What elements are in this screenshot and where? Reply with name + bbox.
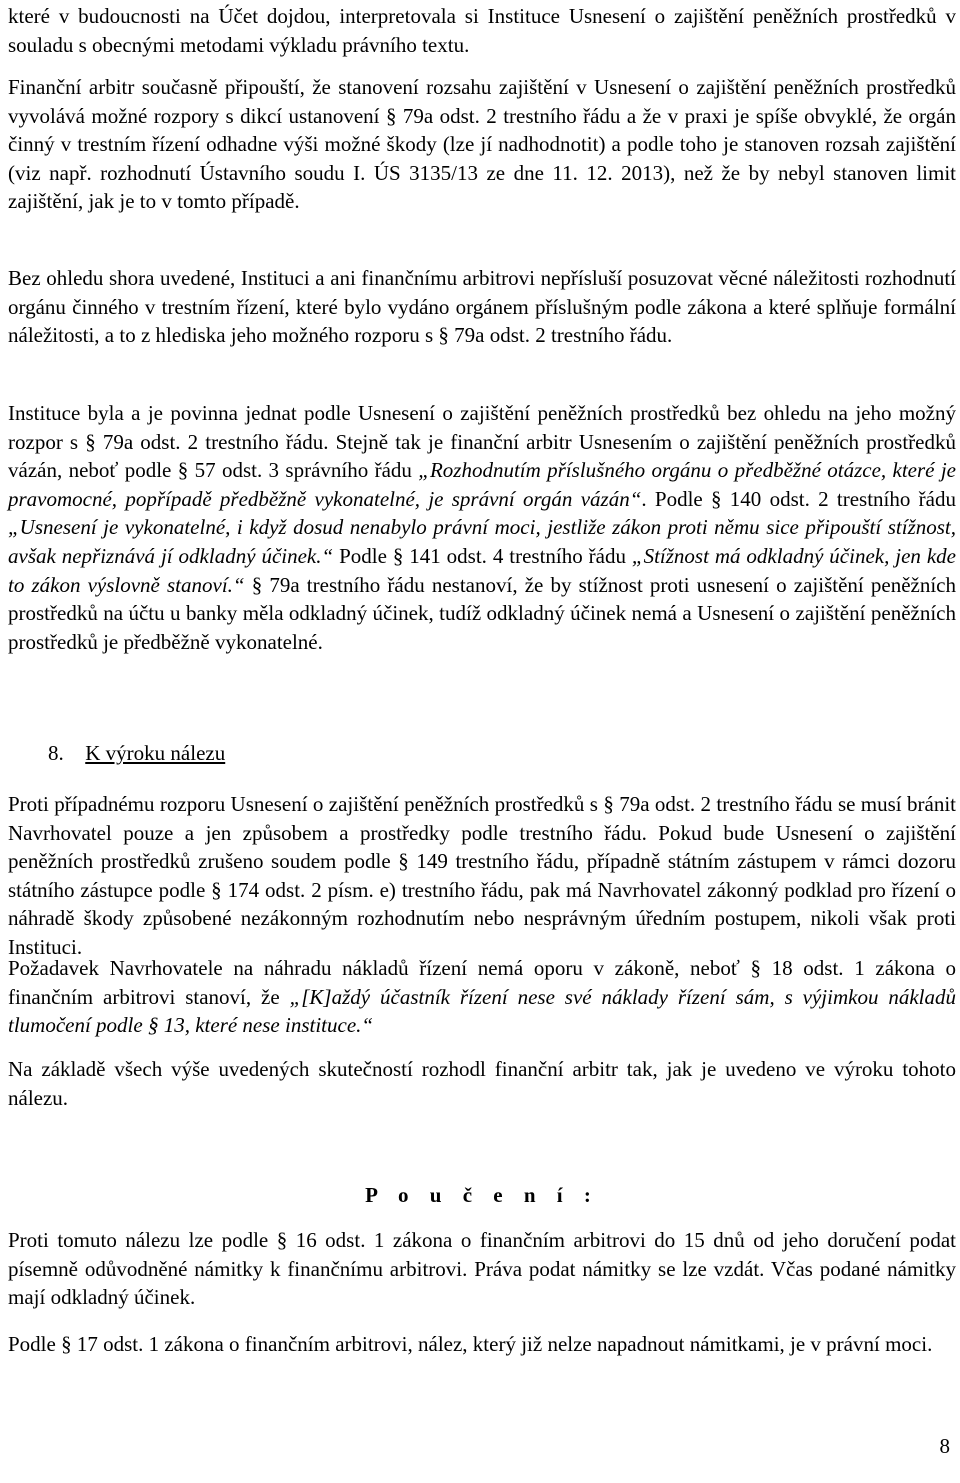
paragraph-institution-obligation [8,399,956,656]
p4-text-e: Podle § 141 odst. 4 trestního řádu [333,543,632,568]
p4-text-g: § 79a trestního řádu nestanoví, že by stížnost proti usnesení o zajištění peněžních prostředků na účtu u banky měla odkladný účinek, tudíž odkladný účinek nemá a Usnesení o zajištění peněžních prostředků je předběžně vykonatelné. [8,572,956,654]
section-number: 8. [48,741,64,765]
p4-text-a: Instituce byla a je povinna jednat podle Usnesení o zajištění peněžních prostředků bez ohledu na jeho možný rozpor s § 79a odst. 2 trestního řádu. Stejně tak je finanční arbitr Usnesením o zajištění peněžních prostředků vázán, neboť podle § 57 odst. 3 správního řádu [8,401,956,483]
p4-quote-140: „Usnesení je vykonatelné, i když dosud nenabylo právní moci, jestliže zákon proti němu sice připouští stížnost, avšak nepřiznává jí odkladný účinek.“ [8,515,956,568]
paragraph-regardless: Bez ohledu shora uvedené, Instituci a ani finančnímu arbitrovi nepřísluší posuzovat věcné náležitosti rozhodnutí orgánu činného v trestním řízení, které bylo vydáno orgánem příslušným podle zákona a které splňuje formální náležitosti, a to z hlediska jeho možného rozporu s § 79a odst. 2 trestního řádu. [8,266,956,348]
page-number: 8 [939,1434,950,1458]
section-heading-8 [48,739,225,767]
instruction-heading: P o u č e n í : [365,1183,599,1207]
section-title: K výroku nálezu [85,741,226,765]
paragraph-objections: Proti tomuto nálezu lze podle § 16 odst. 1 zákona o finančním arbitrovi do 15 dnů od jeho doručení podat písemně odůvodněné námitky k finančnímu arbitrovi. Práva podat námitky se lze vzdát. Včas podané námitky mají odkladný účinek. [8,1228,956,1310]
paragraph-finality: Podle § 17 odst. 1 zákona o finančním arbitrovi, nález, který již nelze napadnout námitkami, je v právní moci. [8,1332,933,1356]
p6-text-a: Požadavek Navrhovatele na náhradu nákladů řízení nemá oporu v zákoně, neboť § 18 odst. 1 zákona o finančním arbitrovi stanoví, že [8,956,956,1009]
paragraph-conclusion: Na základě všech výše uvedených skutečností rozhodl finanční arbitr tak, jak je uvedeno ve výroku tohoto nálezu. [8,1057,956,1110]
p4-quote-administrative-code: „Rozhodnutím příslušného orgánu o předběžné otázce, které je pravomocné, popřípadě předběžně vykonatelné, je správní orgán vázán“ [8,458,956,511]
paragraph-scope-of-seizure: Finanční arbitr současně připouští, že stanovení rozsahu zajištění v Usnesení o zajištění peněžních prostředků vyvolává možné rozpory s dikcí ustanovení § 79a odst. 2 trestního řádu a že v praxi je spíše obvyklé, že orgán činný v trestním řízení odhadne výši možné škody (lze jí nadhodnotit) a podle toho je stanoven rozsah zajištění (viz např. rozhodnutí Ústavního soudu I. ÚS 3135/13 ze dne 11. 12. 2013), než že by nebyl stanoven limit zajištění, jak je to v tomto případě. [8,75,956,214]
p4-quote-141: „Stížnost má odkladný účinek, jen kde to zákon výslovně stanoví.“ [8,543,956,597]
p6-quote-costs: „[K]aždý účastník řízení nese své náklady řízení sám, s výjimkou nákladů tlumočení podle § 13, které nese instituce.“ [8,984,956,1038]
paragraph-costs [8,954,956,1040]
paragraph-against-conflict: Proti případnému rozporu Usnesení o zajištění peněžních prostředků s § 79a odst. 2 trestního řádu se musí bránit Navrhovatel pouze a jen způsobem a prostředky podle trestního řádu. Pokud bude Usnesení o zajištění peněžních prostředků zrušeno soudem podle § 149 trestního řádu, případně státním zástupem v rámci dozoru státního zástupce podle § 174 odst. 2 písm. e) trestního řádu, pak má Navrhovatel zákonný podklad pro řízení o náhradě škody způsobené nezákonným rozhodnutím nebo nesprávným úředním postupem, nikoli však proti Instituci. [8,792,956,959]
p4-text-c: . Podle § 140 odst. 2 trestního řádu [641,486,956,511]
paragraph-continuation: které v budoucnosti na Účet dojdou, interpretovala si Instituce Usnesení o zajištění peněžních prostředků v souladu s obecnými metodami výkladu právního textu. [8,4,956,57]
